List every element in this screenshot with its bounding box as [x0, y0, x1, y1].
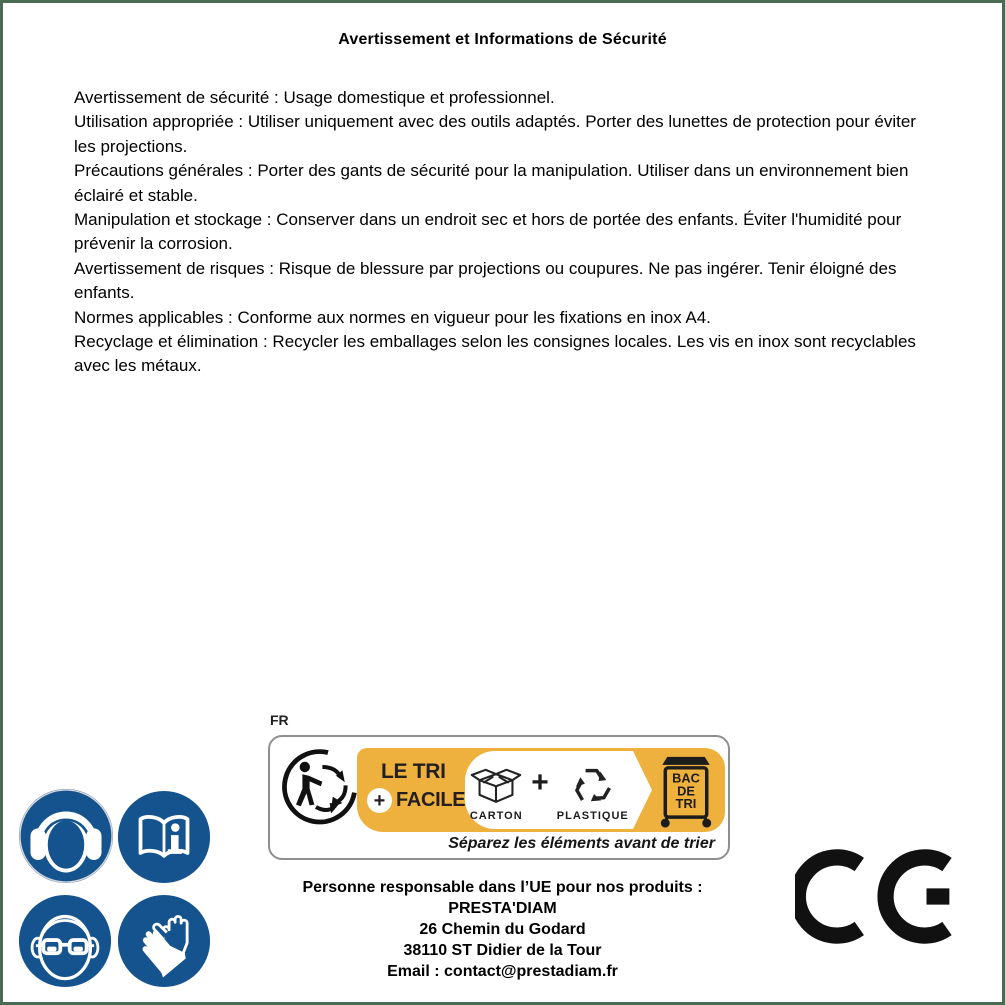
materials-capsule: [465, 751, 633, 829]
responsible-intro: Personne responsable dans l’UE pour nos produits :: [302, 879, 703, 896]
triman-icon: [280, 747, 360, 827]
bin-label-line: BAC: [672, 770, 700, 786]
address-line: 38110 ST Didier de la Tour: [403, 942, 602, 959]
material-label: CARTON: [469, 810, 523, 822]
info-tri-headline: [367, 760, 465, 813]
safety-paragraph: Normes applicables : Conforme aux normes en vigueur pour les fixations en inox A4.: [74, 307, 711, 327]
recycling-triangle-icon: [570, 762, 615, 807]
ce-mark-icon: [795, 848, 957, 945]
safety-paragraph: Manipulation et stockage : Conserver dans un endroit sec et hors de portée des enfants. Éviter l'humidité pour prévenir la corrosion.: [74, 210, 902, 254]
safety-paragraph: Avertissement de risques : Risque de blessure par projections ou coupures. Ne pas ingérer. Tenir éloigné des enfants.: [74, 258, 897, 303]
recycling-sorting-label: [268, 735, 730, 860]
carton-box-icon: [469, 762, 523, 807]
sorting-instruction: Séparez les éléments avant de trier: [448, 835, 715, 852]
headline-facile: FACILE: [396, 789, 466, 811]
capsule-arrow-icon: [633, 751, 652, 829]
safety-text-block: [74, 86, 919, 379]
info-tri-yellow-band: [357, 748, 725, 832]
material-plastique: [557, 751, 629, 829]
bin-label-line: DE: [677, 783, 695, 799]
email-line: Email : contact@prestadiam.fr: [387, 963, 618, 980]
address-line: 26 Chemin du Godard: [419, 921, 586, 938]
country-code-label: FR: [270, 712, 289, 728]
safety-paragraph: Utilisation appropriée : Utiliser uniquement avec des outils adaptés. Porter des lunettes de protection pour éviter les projections.: [74, 112, 916, 156]
company-name: PRESTA'DIAM: [448, 900, 557, 917]
material-carton: [469, 751, 523, 829]
plus-icon: +: [367, 788, 392, 813]
read-manual-icon: [117, 790, 211, 884]
plus-separator: +: [531, 766, 549, 799]
safety-paragraph: Recyclage et élimination : Recycler les emballages selon les consignes locales. Les vis en inox sont recyclables avec les métaux.: [74, 332, 916, 376]
headline-le-tri: LE TRI: [381, 760, 446, 783]
safety-paragraph: Précautions générales : Porter des gants de sécurité pour la manipulation. Utiliser dans un environnement bien éclairé et stable.: [74, 161, 909, 205]
ear-protection-icon: [18, 788, 114, 884]
safety-paragraph: Avertissement de sécurité : Usage domestique et professionnel.: [74, 88, 555, 107]
material-label: PLASTIQUE: [556, 810, 629, 822]
sorting-bin-icon: [657, 752, 715, 828]
page-title: Avertissement et Informations de Sécurité: [338, 31, 667, 48]
bin-label-line: TRI: [675, 796, 697, 812]
